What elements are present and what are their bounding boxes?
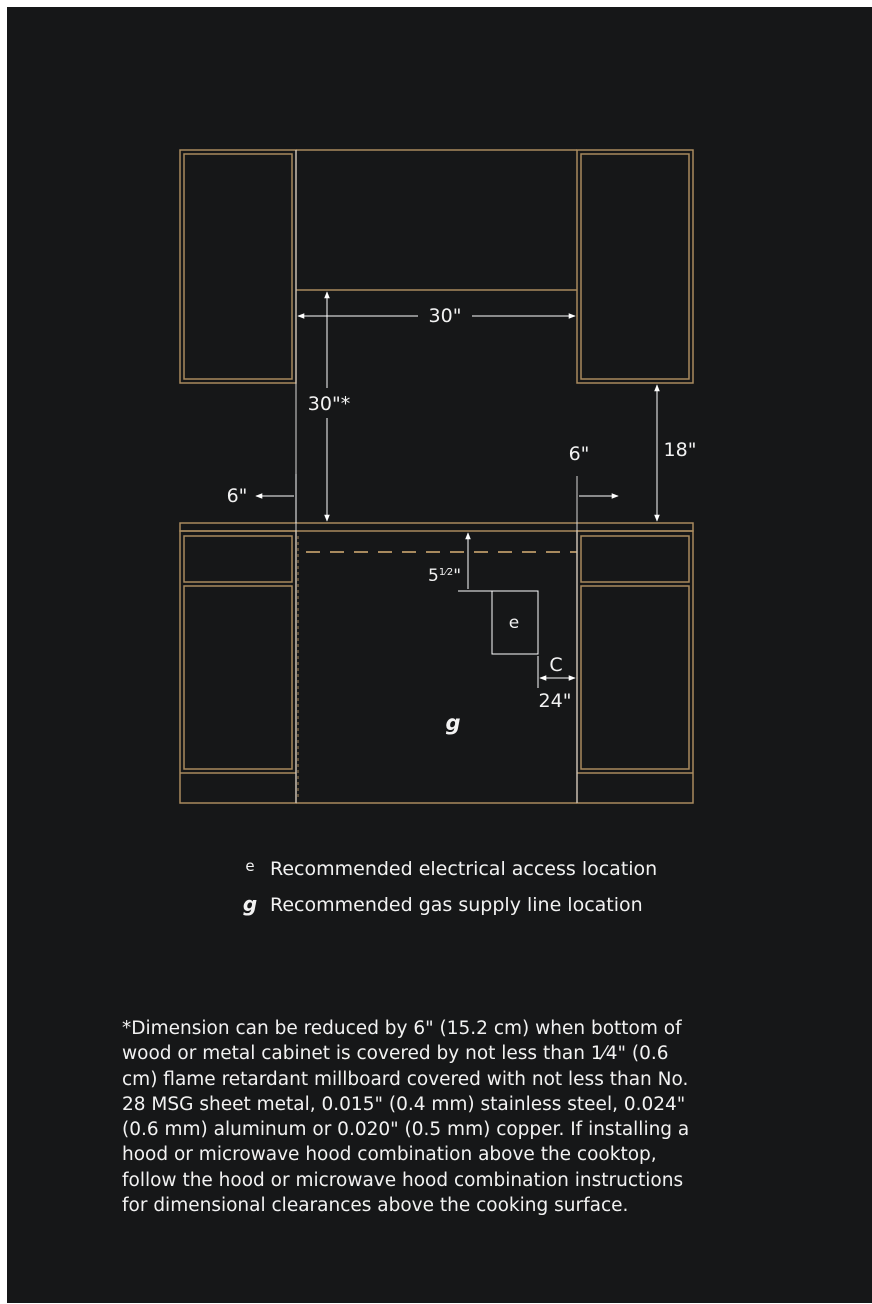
lower-left-door [184, 586, 292, 769]
upper-clearance-label: 18" [663, 439, 697, 461]
upper-middle-cabinet [296, 150, 577, 290]
lower-left-cabinet [180, 531, 296, 803]
electrical-depth-label [428, 566, 461, 586]
lower-right-cabinet [577, 531, 693, 803]
gas-marker: g [445, 711, 461, 735]
right-side-clearance-label: 6" [568, 443, 590, 465]
upper-right-cabinet-door [581, 154, 689, 379]
legend-electrical-label: Recommended electrical access location [270, 858, 658, 880]
hood-clearance-label: 30"* [307, 393, 351, 415]
lower-right-drawer [581, 536, 689, 582]
legend-gas-label: Recommended gas supply line location [270, 894, 643, 916]
left-side-clearance-label: 6" [226, 485, 248, 507]
lower-cabinets [180, 523, 693, 803]
countertop [180, 523, 693, 531]
lower-left-drawer [184, 536, 292, 582]
legend-electrical-symbol: e [245, 857, 255, 875]
center-mark-label: C [549, 654, 563, 676]
upper-left-cabinet [180, 150, 296, 383]
upper-cabinets [180, 150, 693, 383]
upper-left-cabinet-door [184, 154, 292, 379]
dimension-lines [256, 150, 657, 803]
electrical-depth-whole: 5 [428, 566, 439, 586]
legend-gas-symbol: g [242, 892, 258, 916]
lower-right-door [581, 586, 689, 769]
electrical-depth-fraction: 1⁄2 [438, 567, 454, 578]
hood-width-label: 30" [428, 305, 462, 327]
dimension-labels [227, 305, 697, 735]
legend-electrical [240, 858, 800, 880]
upper-right-cabinet [577, 150, 693, 383]
legend-gas [240, 892, 800, 916]
dimension-footnote: *Dimension can be reduced by 6" (15.2 cm) when bottom of wood or metal cabinet is covered by not less than 1⁄4" (0.6 cm) flame retardant millboard covered with not less than No. 28 MSG sheet metal, 0.015" (0.4 mm) stainless steel, 0.024" (0.6 mm) aluminum or 0.020" (0.5 mm) copper. If installing a hood or microwave hood combination above the cooktop, follow the hood or microwave hood combination instructions for dimensional clearances above the cooking surface. [122, 1018, 690, 1217]
electrical-marker: e [508, 613, 520, 633]
electrical-depth-unit: " [453, 566, 462, 586]
electrical-offset-label: 24" [538, 690, 572, 712]
